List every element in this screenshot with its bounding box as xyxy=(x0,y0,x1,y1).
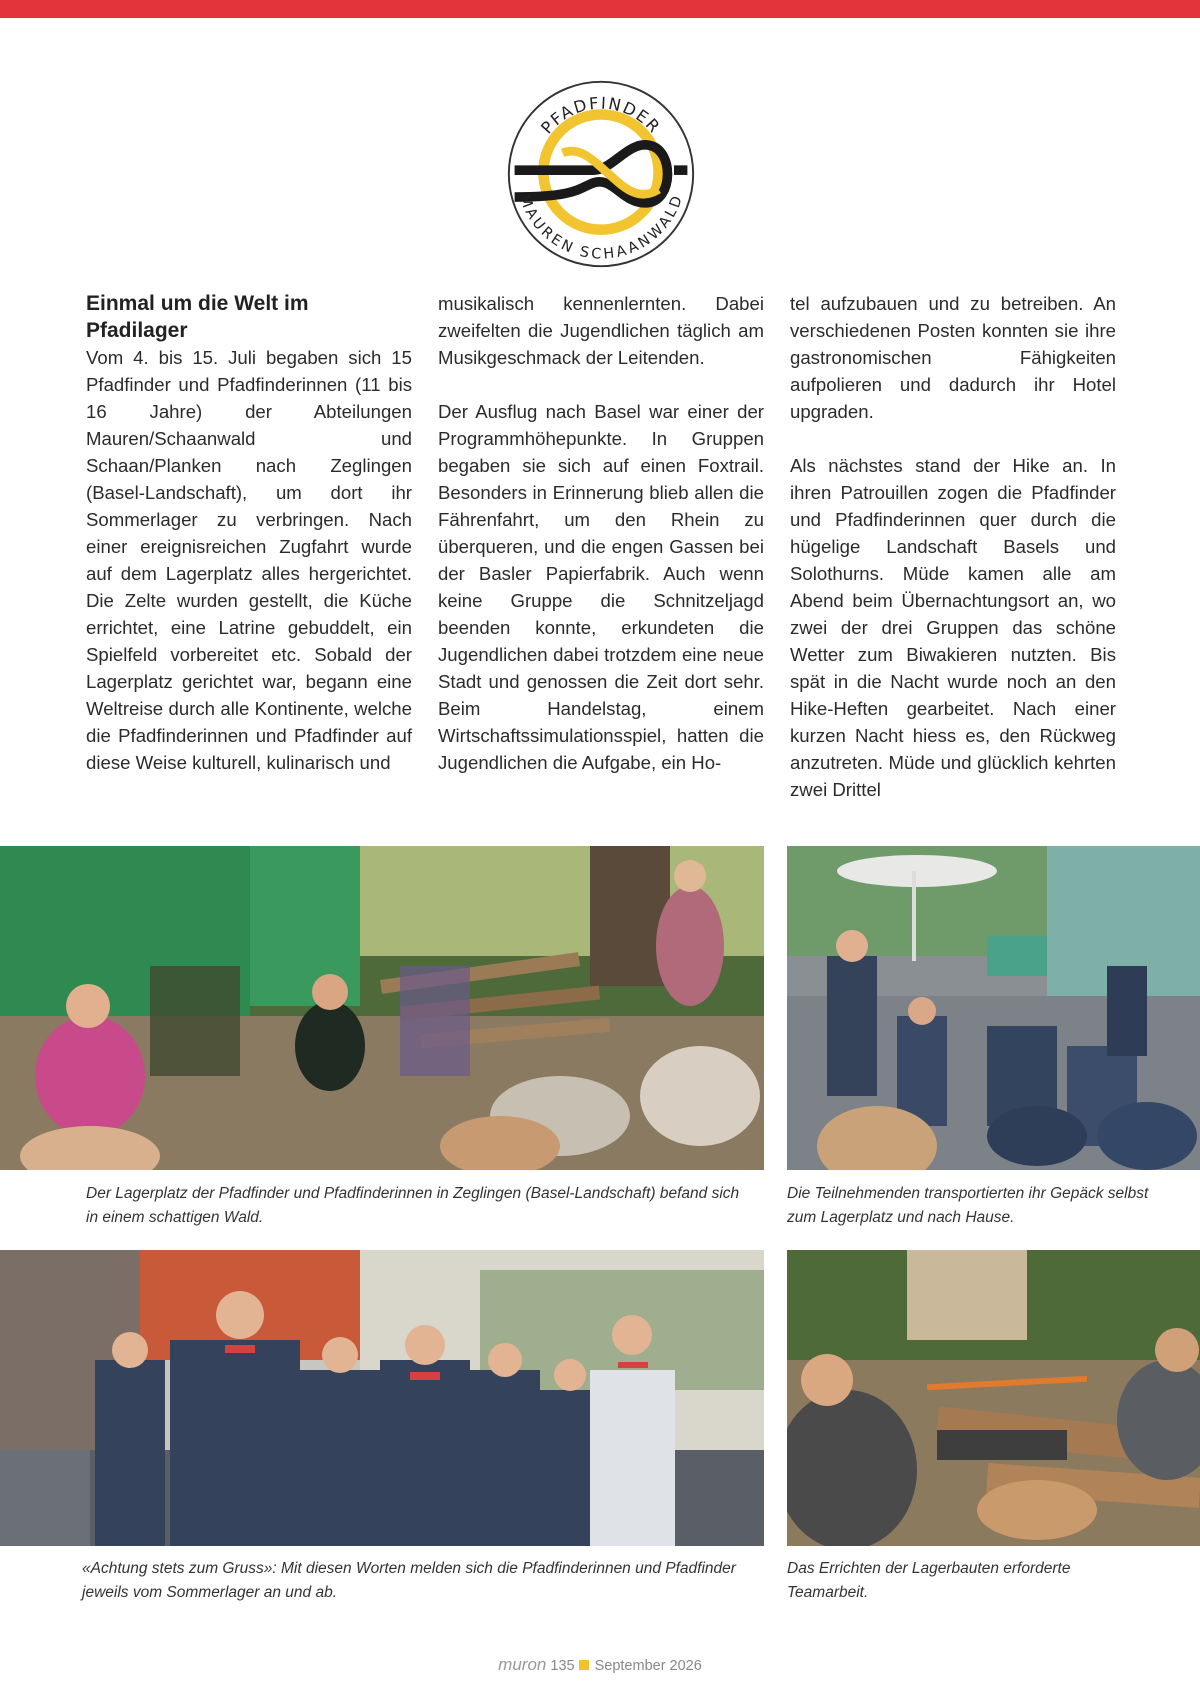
photo-caption: «Achtung stets zum Gruss»: Mit diesen Worten melden sich die Pfadfinderinnen und Pfadfinder jeweils vom Sommerlager an und ab. xyxy=(82,1560,736,1601)
photo-caption: Das Errichten der Lagerbauten erforderte Teamarbeit. xyxy=(787,1560,1071,1601)
article-paragraph: Der Ausflug nach Basel war einer der Programmhöhepunkte. In Gruppen begaben sie sich auf einen Foxtrail. Besonders in Erinnerung blieb allen die Fährenfahrt, um den Rhein zu überqueren, und die engen Gassen bei der Basler Papierfabrik. Auch wenn keine Gruppe die Schnitzeljagd beenden konnte, erkundeten die Jugendlichen dabei trotzdem eine neue Stadt und genossen die Zeit dort sehr. Beim Handelstag, einem Wirtschaftssimulationsspiel, hatten die Jugendlichen die Aufgabe, ein Ho- xyxy=(438,401,764,773)
article-paragraph: musikalisch kennenlernten. Dabei zweifelten die Jugendlichen täglich am Musikgeschmack der Leitenden. xyxy=(438,293,764,368)
photo-teamwork-logs xyxy=(787,1250,1200,1546)
top-accent-bar xyxy=(0,0,1200,18)
photo-luggage-transport xyxy=(787,846,1200,1170)
photo-campsite-forest xyxy=(0,846,764,1170)
page-footer xyxy=(0,1655,1200,1675)
magazine-name: muron xyxy=(498,1655,547,1674)
issue-date: September 2026 xyxy=(594,1658,702,1674)
photo-caption: Der Lagerplatz der Pfadfinder und Pfadfinderinnen in Zeglingen (Basel-Landschaft) befand sich in einem schattigen Wald. xyxy=(86,1185,740,1226)
article-paragraph: Als nächstes stand der Hike an. In ihren Patrouillen zogen die Pfadfinder und Pfadfinderinnen quer durch die hügelige Landschaft Basels und Solothurns. Müde kamen alle am Abend beim Übernachtungsort an, wo zwei der drei Gruppen das schöne Wetter zum Biwakieren nutzten. Bis spät in die Nacht wurde noch an den Hike-Heften gearbeitet. Nach einer kurzen Nacht hiess es, den Rückweg anzutreten. Müde und glücklich kehrten zwei Drittel xyxy=(790,455,1116,800)
article-column-3 xyxy=(790,290,1116,803)
article-body xyxy=(86,290,1120,800)
photo-caption: Die Teilnehmenden transportierten ihr Gepäck selbst zum Lagerplatz und nach Hause. xyxy=(787,1185,1149,1226)
article-column-2 xyxy=(438,290,764,776)
separator-square-icon xyxy=(579,1660,589,1670)
issue-number: 135 xyxy=(550,1658,575,1674)
photo-group-uniforms xyxy=(0,1250,764,1546)
article-column-1 xyxy=(86,290,412,776)
article-title: Einmal um die Welt im Pfadilager xyxy=(86,292,309,342)
logo-bottom-text: MAUREN SCHAANWALD xyxy=(515,192,687,263)
article-paragraph: Vom 4. bis 15. Juli begaben sich 15 Pfadfinder und Pfadfinderinnen (11 bis 16 Jahre) der Abteilungen Mauren/Schaanwald und Schaan/Planken nach Zeglingen (Basel-Landschaft), um dort ihr Sommerlager zu verbringen. Nach einer ereignisreichen Zugfahrt wurde auf dem Lagerplatz alles hergerichtet. Die Zelte wurden gestellt, die Küche errichtet, eine Latrine gebuddelt, ein Spielfeld vorbereitet etc. Sobald der Lagerplatz gerichtet war, begann eine Weltreise durch alle Kontinente, welche die Pfadfinderinnen und Pfadfinder auf diese Weise kulturell, kulinarisch und xyxy=(86,347,412,773)
pfadfinder-logo xyxy=(505,78,697,270)
article-paragraph: tel aufzubauen und zu betreiben. An verschiedenen Posten konnten sie ihre gastronomischen Fähigkeiten aufpolieren und dadurch ihr Hotel upgraden. xyxy=(790,293,1116,422)
logo-top-text: PFADFINDER xyxy=(537,93,665,138)
